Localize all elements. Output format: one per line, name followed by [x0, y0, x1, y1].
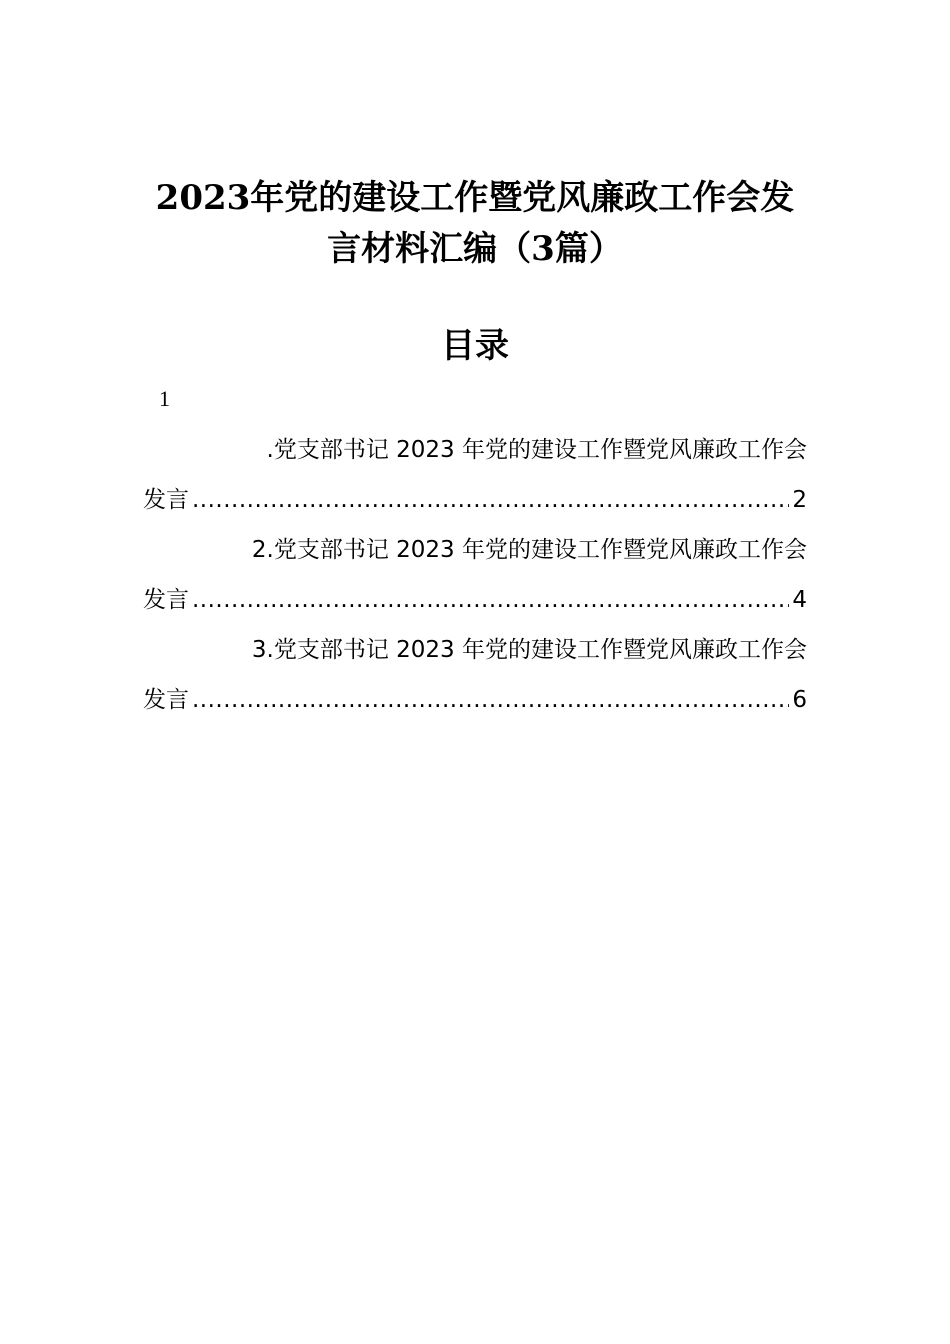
toc-entry-title-end: 发言 [143, 487, 189, 513]
toc-dot-leader [192, 475, 789, 525]
toc-entry[interactable] [143, 425, 807, 525]
toc-heading: 目录 [441, 326, 509, 366]
toc-page-number: 2 [792, 487, 807, 513]
toc-entry-title: 2.党支部书记 2023 年党的建设工作暨党风廉政工作会 [251, 537, 807, 563]
toc-entry-continuation [143, 475, 807, 525]
toc-entry-title: 3.党支部书记 2023 年党的建设工作暨党风廉政工作会 [251, 637, 807, 663]
table-of-contents [143, 425, 807, 725]
toc-entry[interactable] [143, 525, 807, 625]
toc-entry-title-end: 发言 [143, 687, 189, 713]
toc-entry-continuation [143, 675, 807, 725]
toc-list-marker: 1 [159, 386, 170, 411]
toc-dot-leader [192, 575, 789, 625]
document-title-line-2: 言材料汇编（3篇） [327, 229, 623, 269]
toc-page-number: 6 [792, 687, 807, 713]
toc-entry-title-end: 发言 [143, 587, 189, 613]
toc-entry[interactable] [143, 625, 807, 725]
document-title-line-1: 2023年党的建设工作暨党风廉政工作会发 [155, 178, 795, 218]
toc-page-number: 4 [792, 587, 807, 613]
toc-entry-title: .党支部书记 2023 年党的建设工作暨党风廉政工作会 [266, 437, 807, 463]
toc-dot-leader [192, 675, 789, 725]
toc-entry-continuation [143, 575, 807, 625]
